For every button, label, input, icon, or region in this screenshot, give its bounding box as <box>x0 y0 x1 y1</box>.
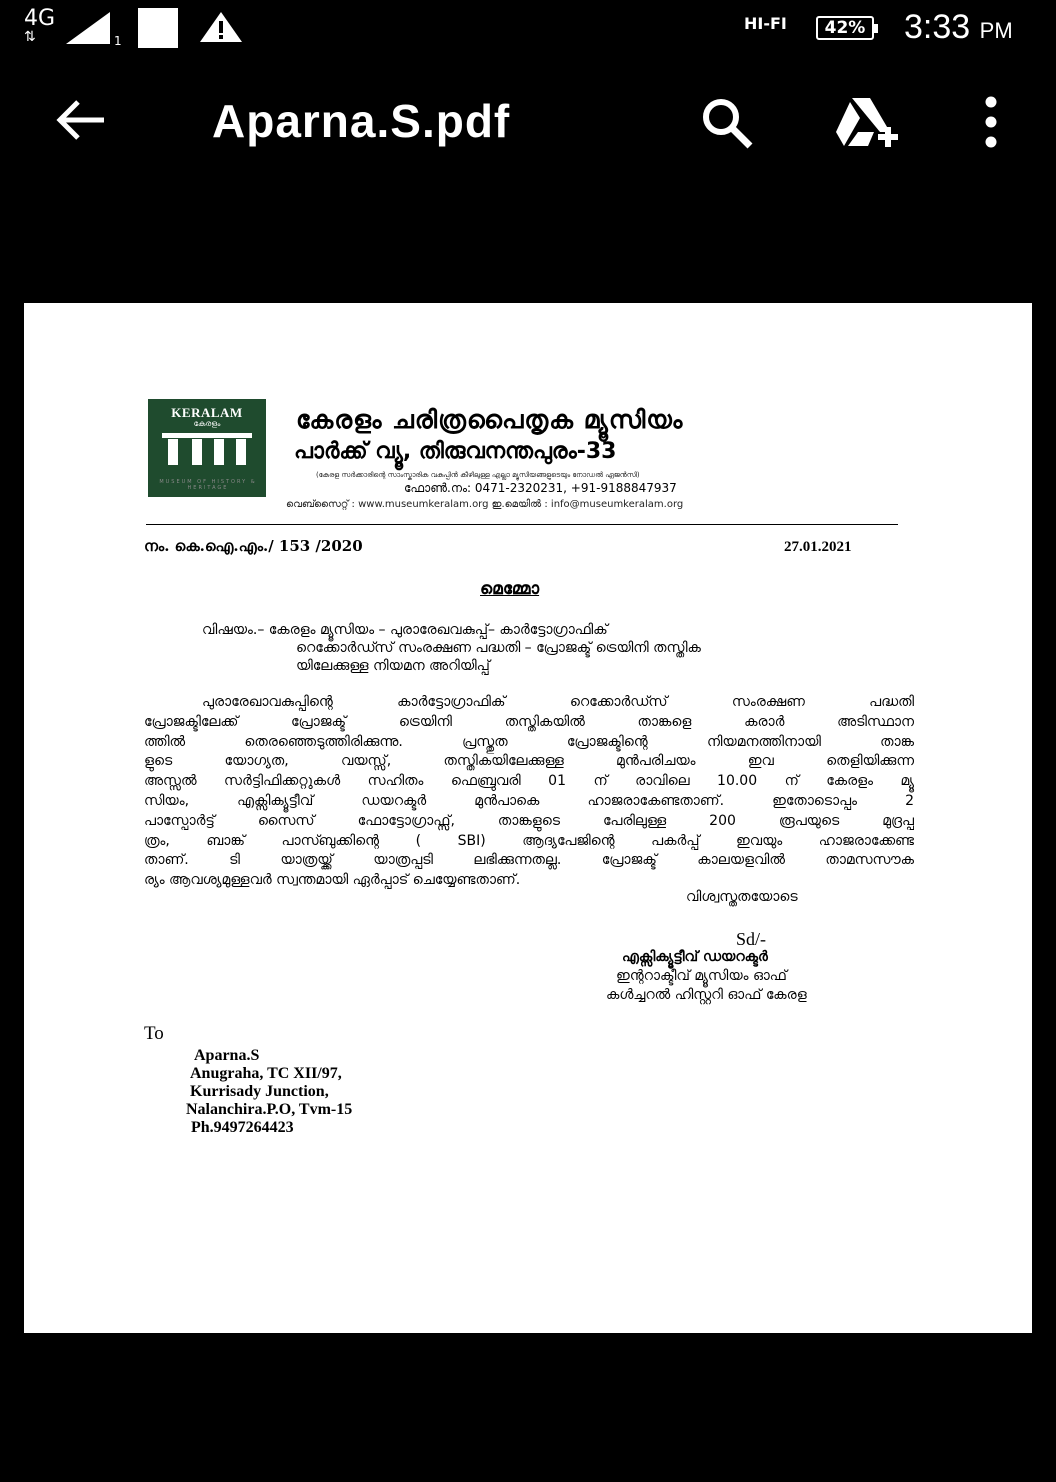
memo-title: മെമ്മോ <box>480 579 540 599</box>
signatory-org-line2: കൾച്ചറൽ ഹിസ്റ്ററി ഓഫ് കേരള <box>606 987 807 1003</box>
address-line: Aparna.S <box>194 1047 260 1064</box>
closing: വിശ്വസ്തതയോടെ <box>686 889 798 905</box>
signatory-designation: എക്സിക്യൂട്ടീവ് ഡയറക്ടർ <box>622 949 768 965</box>
address-line: Ph.9497264423 <box>191 1119 294 1136</box>
logo-tagline: MUSEUM OF HISTORY & HERITAGE <box>159 479 257 491</box>
signal-icon <box>66 12 126 46</box>
app-toolbar <box>0 70 1056 170</box>
back-arrow-icon[interactable] <box>56 98 108 142</box>
reference-number: നം. കെ.ഐ.എം./ 153 /2020 <box>144 537 363 555</box>
pillars-icon <box>162 439 252 471</box>
pdf-page[interactable] <box>24 303 1032 1333</box>
address-line: Anugraha, TC XII/97, <box>190 1065 342 1082</box>
body-line: അസ്സൽ സർട്ടിഫിക്കറ്റുകൾ സഹിതം ഫെബ്രുവരി 01 ന് രാവിലെ 10.00 ന് കേരളം മ്യൂ <box>144 773 914 790</box>
body-line: പുരാരേഖാവകുപ്പിന്റെ കാർട്ടോഗ്രാഫിക് റെക്കോർഡ്സ് സംരക്ഷണ പദ്ധതി <box>202 694 914 710</box>
search-icon[interactable] <box>700 96 754 150</box>
body-line: ര്യം ആവശ്യമുള്ളവർ സ്വന്തമായി ഏർപ്പാട് ചെയ്യേണ്ടതാണ്. <box>144 872 521 889</box>
drive-add-icon[interactable] <box>834 96 900 150</box>
subject-line: യിലേക്കുള്ള നിയമന അറിയിപ്പ് <box>296 658 490 674</box>
body-line: പ്രോജക്ടിലേക്ക് പ്രോജക്ട് ട്രെയിനി തസ്തികയിൽ താങ്കളെ കരാർ അടിസ്ഥാന <box>144 713 914 730</box>
sim-icon <box>138 8 178 48</box>
memo-body <box>144 693 914 891</box>
wifi-hifi-icon: HI-FI <box>744 14 787 33</box>
time-ampm: PM <box>979 18 1013 43</box>
body-line: ളുടെ യോഗ്യത, വയസ്സ്, തസ്തികയിലേക്കുള്ള മുൻപരിചയം ഇവ തെളിയിക്കുന്ന <box>144 753 914 770</box>
to-label: To <box>144 1023 164 1044</box>
letterhead-address: പാർക്ക് വ്യൂ, തിരുവനന്തപുരം-33 <box>294 439 617 464</box>
body-line: സിയം, എക്സിക്യൂട്ടീവ് ഡയറക്ടർ മുൻപാകെ ഹാജരാകേണ്ടതാണ്. ഇതോടൊപ്പം 2 <box>144 792 914 809</box>
subject-line: വിഷയം.– കേരളം മ്യൂസിയം – പുരാരേഖവകുപ്പ്– കാർട്ടോഗ്രാഫിക് <box>202 622 608 638</box>
logo-title: KERALAM <box>171 405 243 420</box>
warning-icon <box>198 10 244 44</box>
letterhead <box>148 399 900 523</box>
battery-indicator: 42% <box>816 16 874 40</box>
body-line: താണ്. ടി യാത്രയ്ക്ക് യാത്രപ്പടി ലഭിക്കുന്നതല്ല. പ്രോജക്ട് കാലയളവിൽ താമസസൗക <box>144 852 914 869</box>
signatory-org-line1: ഇന്ററാക്ടീവ് മ്യൂസിയം ഓഫ് <box>616 968 787 984</box>
subject-block <box>202 621 701 675</box>
status-bar <box>0 0 1056 58</box>
logo-subtitle: കേരളം <box>193 419 221 428</box>
network-type: 4G ⇅ <box>24 6 56 45</box>
clock <box>904 8 1013 47</box>
document-title: Aparna.S.pdf <box>212 95 511 147</box>
letterhead-note: (കേരള സർക്കാരിന്റെ സാംസ്കാരിക വകുപ്പിൻ കീഴിലുള്ള എല്ലാ മ്യൂസിയങ്ങളുടെയും നോഡൽ ഏജൻസി) <box>316 471 640 479</box>
more-vert-icon[interactable] <box>976 96 1006 148</box>
letterhead-phone: ഫോൺ.നം: 0471-2320231, +91-9188847937 <box>404 481 677 495</box>
letterhead-title: കേരളം ചരിത്രപൈതൃക മ്യൂസിയം <box>296 405 684 434</box>
letterhead-divider <box>146 524 898 525</box>
body-line: ത്തിൽ തെരഞ്ഞെടുത്തിരിക്കുന്നു. പ്രസ്തുത പ്രോജക്ടിന്റെ നിയമനത്തിനായി താങ്ക <box>144 733 914 750</box>
signature-sd: Sd/- <box>736 929 767 949</box>
address-line: Nalanchira.P.O, Tvm-15 <box>186 1101 353 1118</box>
body-line: പാസ്പോർട്ട് സൈസ് ഫോട്ടോഗ്രാഫ്സ്, താങ്കളുടെ പേരിലുള്ള 200 രൂപയുടെ മുദ്രപ്പ <box>144 812 914 829</box>
letter-date: 27.01.2021 <box>784 539 852 555</box>
body-line: ത്രം, ബാങ്ക് പാസ്ബുക്കിന്റെ ( SBI) ആദ്യപേജിന്റെ പകർപ്പ് ഇവയും ഹാജരാക്കേണ്ട <box>144 832 914 849</box>
letterhead-web: വെബ്സൈറ്റ് : www.museumkeralam.org ഇ.മെയിൽ : info@museumkeralam.org <box>286 499 684 510</box>
time-value: 3:33 <box>904 8 971 46</box>
recipient-address <box>186 1047 352 1137</box>
svg-text:1: 1 <box>114 34 122 46</box>
address-line: Kurrisady Junction, <box>190 1083 329 1100</box>
subject-line: റെക്കോർഡ്സ് സംരക്ഷണ പദ്ധതി – പ്രോജക്ട് ട്രെയിനി തസ്തിക <box>296 640 701 656</box>
